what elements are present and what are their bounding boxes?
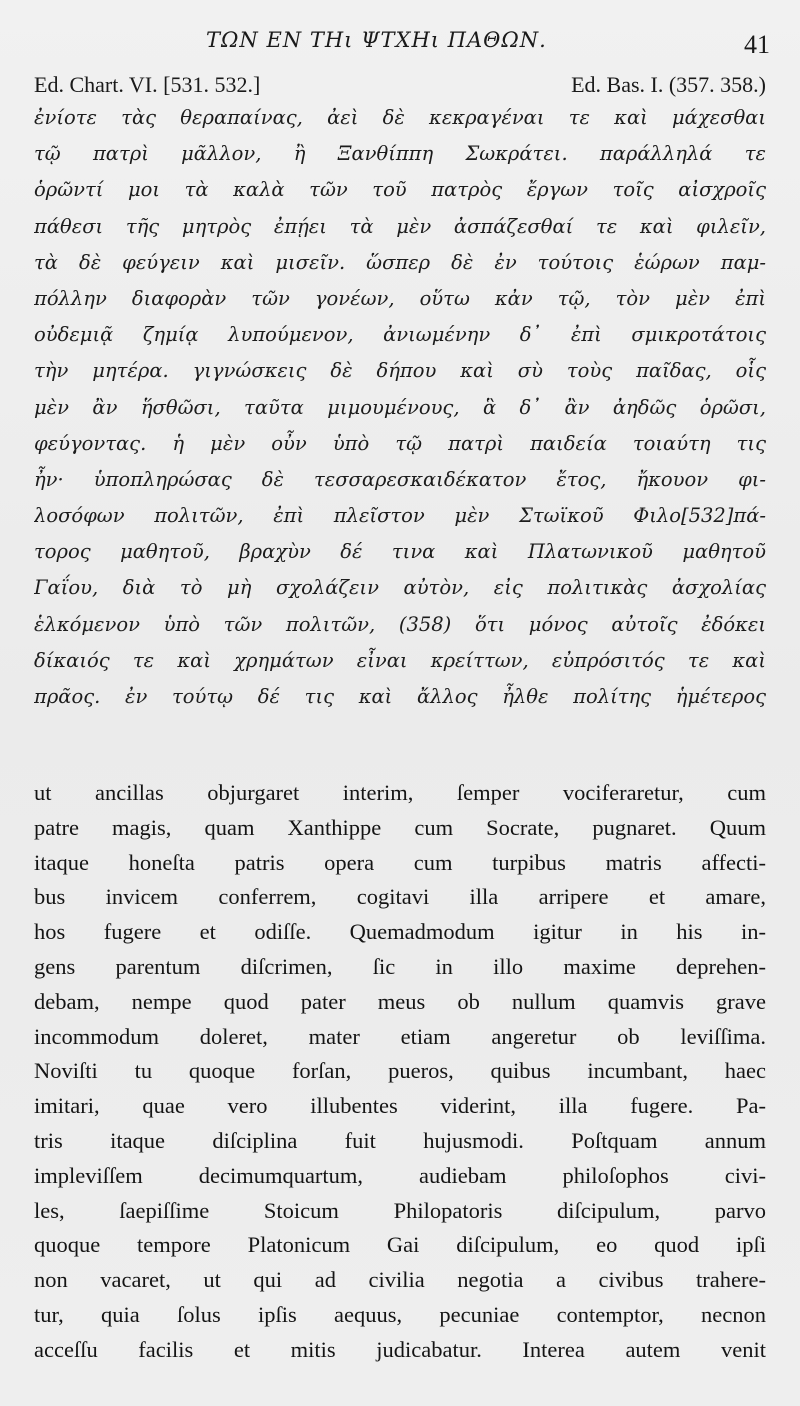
latin-text-line: bus invicem conferrem, cogitavi illa arripere et amare, — [34, 884, 766, 910]
latin-text-line: acceſſu facilis et mitis judicabatur. Interea autem venit — [34, 1336, 766, 1362]
latin-text-line: Noviſti tu quoque forſan, pueros, quibus incumbant, haec — [34, 1058, 766, 1084]
greek-text-line: τῷ πατρὶ μᾶλλον, ἢ Ξανθίππη Σωκράτει. παράλληλά τε — [34, 142, 766, 166]
greek-text-line: μὲν ἂν ἥσθῶσι, ταῦτα μιμουμένους, ἃ δ᾽ ἂν ἀηδῶς ὁρῶσι, — [34, 395, 766, 419]
greek-text-line: πόλλην διαφορὰν τῶν γονέων, οὕτω κἀν τῷ, τὸν μὲν ἐπὶ — [34, 286, 766, 310]
greek-text-line: οὐδεμιᾷ ζημίᾳ λυπούμενον, ἀνιωμένην δ᾽ ἐπὶ σμικροτάτοις — [34, 323, 766, 347]
running-title: ΤΩΝ ΕΝ ΤΗι ΨΤΧΗι ΠΑΘΩΝ. — [206, 28, 547, 52]
latin-text-line: les, ſaepiſſime Stoicum Philopatoris diſcipulum, parvo — [34, 1197, 766, 1223]
greek-text-line: δίκαιός τε καὶ χρημάτων εἶναι κρείττων, εὐπρόσιτός τε καὶ — [34, 648, 766, 672]
edition-chartier-reference: Ed. Chart. VI. [531. 532.] — [34, 72, 261, 97]
latin-text-line: patre magis, quam Xanthippe cum Socrate, pugnaret. Quum — [34, 814, 766, 840]
latin-text-line: ut ancillas objurgaret interim, ſemper vociferaretur, cum — [34, 780, 766, 805]
latin-text-line: tur, quia ſolus ipſis aequus, pecuniae contemptor, necnon — [34, 1301, 766, 1327]
greek-text-line: τὴν μητέρα. γιγνώσκεις δὲ δήπου καὶ σὺ τοὺς παῖδας, οἷς — [34, 359, 766, 383]
greek-text-line: τορος μαθητοῦ, βραχὺν δέ τινα καὶ Πλατωνικοῦ μαθητοῦ — [34, 540, 766, 564]
edition-basel-reference: Ed. Bas. I. (357. 358.) — [571, 72, 766, 97]
greek-text-line: ἦν· ὑποπληρώσας δὲ τεσσαρεσκαιδέκατον ἔτος, ἤκουον φι- — [34, 467, 766, 491]
page-number: 41 — [744, 30, 770, 59]
edition-reference-line — [34, 72, 766, 100]
latin-text-line: impleviſſem decimumquartum, audiebam philoſophos civi- — [34, 1162, 766, 1188]
latin-text-line: debam, nempe quod pater meus ob nullum quamvis grave — [34, 988, 766, 1014]
latin-text-line: imitari, quae vero illubentes viderint, illa fugere. Pa- — [34, 1093, 766, 1119]
greek-text-line: πρᾶος. ἐν τούτῳ δέ τις καὶ ἄλλος ἦλθε πολίτης ἡμέτερος — [34, 685, 766, 708]
latin-text-line: hos fugere et odiſſe. Quemadmodum igitur in his in- — [34, 919, 766, 945]
latin-text-line: quoque tempore Platonicum Gai diſcipulum, eo quod ipſi — [34, 1232, 766, 1258]
latin-text-line: incommodum doleret, mater etiam angeretur ob leviſſima. — [34, 1023, 766, 1049]
running-head — [0, 28, 800, 58]
latin-text-line: non vacaret, ut qui ad civilia negotia a civibus trahere- — [34, 1267, 766, 1293]
greek-text-line: τὰ δὲ φεύγειν καὶ μισεῖν. ὥσπερ δὲ ἐν τούτοις ἑώρων παμ- — [34, 250, 766, 274]
greek-text-line: λοσόφων πολιτῶν, ἐπὶ πλεῖστον μὲν Στωϊκοῦ Φιλο[532]πά- — [34, 504, 766, 528]
latin-text-line: itaque honeſta patris opera cum turpibus matris affecti- — [34, 849, 766, 875]
latin-text-line: gens parentum diſcrimen, ſic in illo maxime deprehen- — [34, 953, 766, 979]
greek-text-line: πάθεσι τῆς μητρὸς ἐπῄει τὰ μὲν ἀσπάζεσθαί τε καὶ φιλεῖν, — [34, 214, 766, 238]
greek-text-line: ὁρῶντί μοι τὰ καλὰ τῶν τοῦ πατρὸς ἔργων τοῖς αἰσχροῖς — [34, 178, 766, 202]
greek-text-line: ἑλκόμενον ὑπὸ τῶν πολιτῶν, (358) ὅτι μόνος αὐτοῖς ἐδόκει — [34, 612, 766, 636]
latin-text-line: tris itaque diſciplina fuit hujusmodi. Poſtquam annum — [34, 1127, 766, 1153]
greek-text-block — [34, 100, 766, 715]
greek-text-line: ἐνίοτε τὰς θεραπαίνας, ἀεὶ δὲ κεκραγέναι τε καὶ μάχεσθαι — [34, 106, 766, 129]
greek-text-line: Γαΐου, διὰ τὸ μὴ σχολάζειν αὐτὸν, εἰς πολιτικὰς ἀσχολίας — [34, 576, 766, 600]
greek-text-line: φεύγοντας. ἡ μὲν οὖν ὑπὸ τῷ πατρὶ παιδεία τοιαύτη τις — [34, 431, 766, 455]
latin-translation-block — [34, 776, 766, 1368]
